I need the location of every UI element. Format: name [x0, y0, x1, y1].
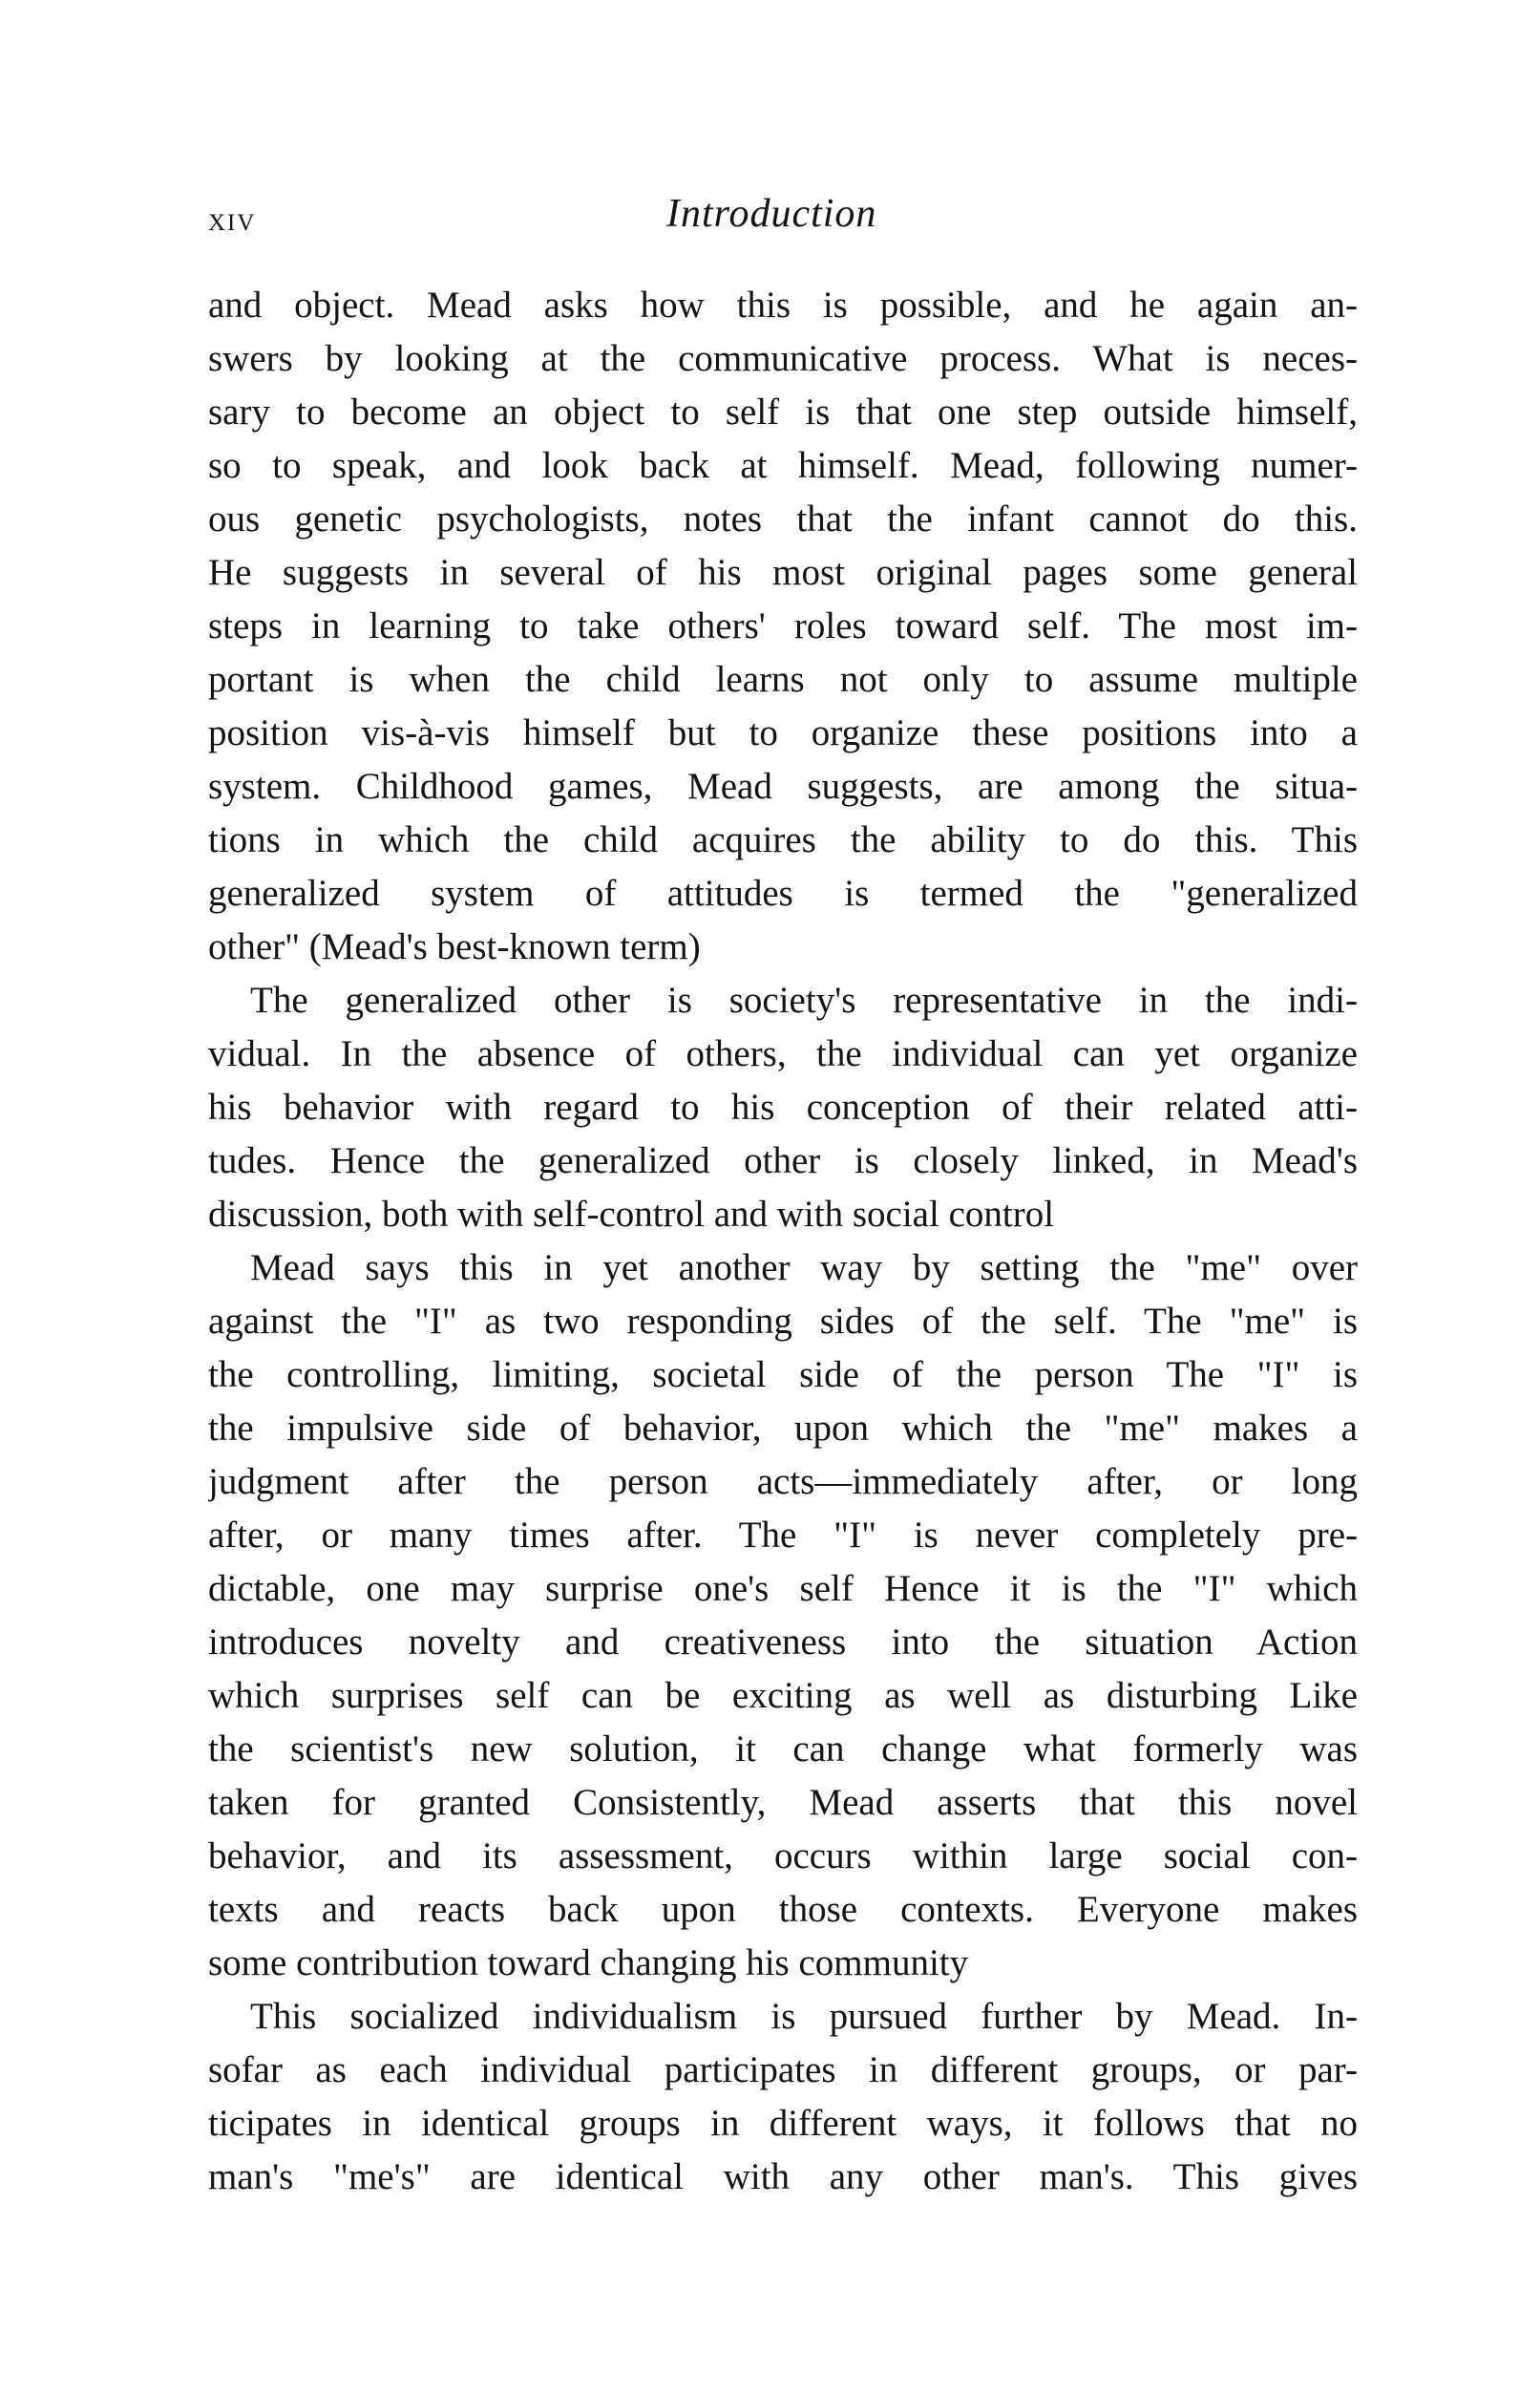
text-line: dictable, one may surprise one's self Hence it is the "I" which — [208, 1568, 1358, 1609]
running-title: Introduction — [666, 192, 877, 236]
text-line: position vis-à-vis himself but to organize these positions into a — [208, 712, 1358, 753]
paragraph-first-line: Mead says this in yet another way by setting the "me" over — [250, 1247, 1358, 1288]
text-line: generalized system of attitudes is termed the "generalized — [208, 873, 1358, 914]
text-line: and object. Mead asks how this is possible, and he again an- — [208, 285, 1358, 326]
text-line: He suggests in several of his most original pages some general — [208, 552, 1358, 593]
text-line: other" (Mead's best-known term) — [208, 926, 701, 967]
text-line: vidual. In the absence of others, the individual can yet organize — [208, 1033, 1358, 1074]
text-line: the impulsive side of behavior, upon which the "me" makes a — [208, 1408, 1358, 1449]
text-line: sary to become an object to self is that one step outside himself, — [208, 392, 1358, 433]
text-line: so to speak, and look back at himself. Mead, following numer- — [208, 445, 1358, 486]
text-line: some contribution toward changing his community — [208, 1942, 969, 1983]
text-line: behavior, and its assessment, occurs within large social con- — [208, 1835, 1358, 1876]
text-line: man's "me's" are identical with any other man's. This gives — [208, 2156, 1358, 2197]
text-line: ticipates in identical groups in different ways, it follows that no — [208, 2103, 1358, 2144]
text-line: judgment after the person acts—immediately after, or long — [208, 1461, 1358, 1502]
text-line: introduces novelty and creativeness into the situation Action — [208, 1621, 1358, 1663]
text-line: after, or many times after. The "I" is never completely pre- — [208, 1515, 1358, 1556]
text-line: discussion, both with self-control and with social control — [208, 1194, 1055, 1235]
text-line: steps in learning to take others' roles toward self. The most im- — [208, 605, 1358, 646]
body-text — [208, 279, 1358, 2204]
text-line: the scientist's new solution, it can change what formerly was — [208, 1728, 1358, 1770]
text-line: system. Childhood games, Mead suggests, are among the situa- — [208, 766, 1358, 807]
text-line: sofar as each individual participates in different groups, or par- — [208, 2049, 1358, 2090]
text-line: his behavior with regard to his conception of their related atti- — [208, 1087, 1358, 1128]
paragraph-first-line: The generalized other is society's representative in the indi- — [250, 980, 1358, 1021]
text-line: tions in which the child acquires the ability to do this. This — [208, 819, 1358, 860]
text-line: texts and reacts back upon those contexts. Everyone makes — [208, 1889, 1358, 1930]
text-line: the controlling, limiting, societal side of the person The "I" is — [208, 1354, 1358, 1395]
paragraph-first-line: This socialized individualism is pursued further by Mead. In- — [250, 1996, 1358, 2037]
text-line: swers by looking at the communicative process. What is neces- — [208, 338, 1358, 379]
text-line: portant is when the child learns not only to assume multiple — [208, 659, 1358, 700]
text-line: which surprises self can be exciting as well as disturbing Like — [208, 1675, 1358, 1716]
page-number: xiv — [208, 200, 257, 238]
text-line: ous genetic psychologists, notes that the infant cannot do this. — [208, 498, 1358, 540]
running-head — [208, 191, 1358, 248]
text-line: against the "I" as two responding sides of the self. The "me" is — [208, 1301, 1358, 1342]
text-line: taken for granted Consistently, Mead asserts that this novel — [208, 1782, 1358, 1823]
text-line: tudes. Hence the generalized other is closely linked, in Mead's — [208, 1140, 1358, 1181]
